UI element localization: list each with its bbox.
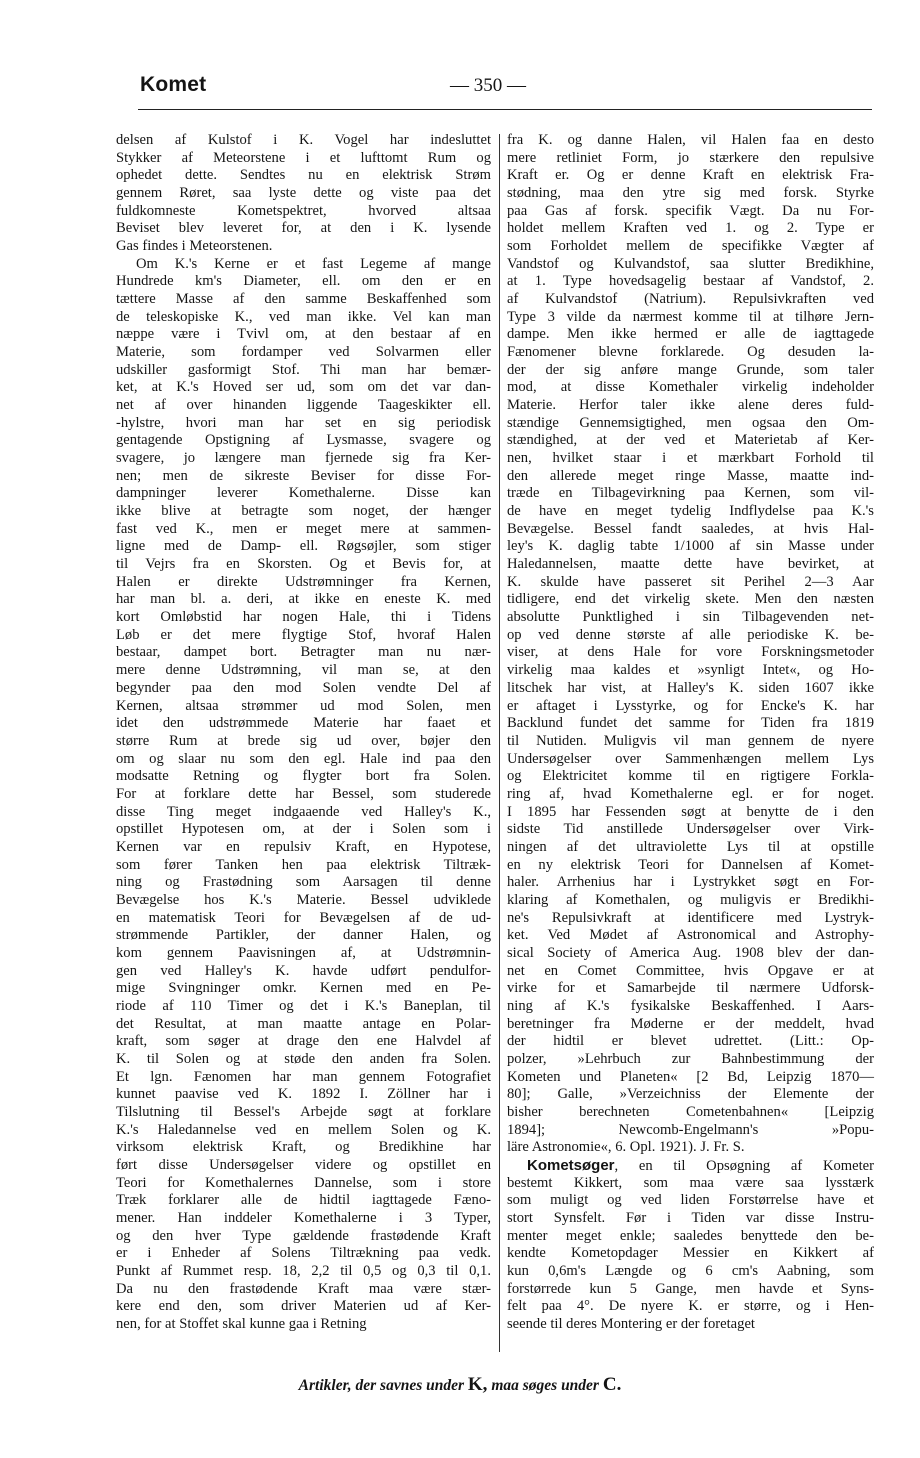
text-line: kraft, som søger at drage den ene Halvdel af xyxy=(116,1033,491,1050)
text-line: absolutte Punktlighed i sin Tilbagevenden net- xyxy=(507,609,874,626)
text-line: haler. Arrhenius har i Lystrykket søgt en For- xyxy=(507,874,874,891)
text-line: modsatte Retning og flygter bort fra Solen. xyxy=(116,768,491,785)
text-line: ning og Frastødning som Aarsagen til denne xyxy=(116,874,491,891)
text-line: ning af K.'s fysikalske Beskaffenhed. I Aars- xyxy=(507,997,874,1014)
text-line: Teori for Komethalernes Dannelse, som i store xyxy=(116,1174,491,1191)
text-line: Materie. Herfor taler ikke alene deres fuld- xyxy=(507,397,874,414)
text-line: gennem Røret, saa lyste dette og viste paa det xyxy=(116,185,491,202)
text-line: ket, at K.'s Hoved ser ud, som om det var dan- xyxy=(116,379,491,396)
text-line: Hundrede km's Diameter, ell. om den er en xyxy=(116,273,491,290)
text-line: Fænomener blevne forklarede. Og desuden la- xyxy=(507,344,874,361)
text-line: Da nu den frastødende Kraft maa være stær- xyxy=(116,1280,491,1297)
running-head-word: Komet xyxy=(140,73,207,96)
text-line: beretninger fra Møderne er der meddelt, hvad xyxy=(507,1015,874,1032)
text-line: dampe. Men ikke hermed er alle de iagttagede xyxy=(507,326,874,343)
text-line: er i Enheder af Solens Tiltrækning paa vedk. xyxy=(116,1245,491,1262)
text-line: Halen er direkte Udstrømninger fra Kernen, xyxy=(116,573,491,590)
text-line: mige Svingninger omkr. Kernen med en Pe- xyxy=(116,980,491,997)
text-line: om og slaar nu som den egl. Hale ind paa den xyxy=(116,750,491,767)
footer-letter-c: C. xyxy=(602,1374,622,1395)
text-line: op ved denne største af alle periodiske K. be- xyxy=(507,626,874,643)
text-line: kere end den, som driver Materien ud af Ker- xyxy=(116,1298,491,1315)
text-line: nen, hvilket staar i et mærkbart Forhold til xyxy=(507,450,874,467)
text-line: läre Astronomie«, 6. Opl. 1921). J. Fr. S. xyxy=(507,1139,745,1156)
text-line: Om K.'s Kerne er et fast Legeme af mange xyxy=(136,255,491,272)
text-line: 1894]; Newcomb-Engelmann's »Popu- xyxy=(507,1121,874,1138)
text-line: sidste Tid anstillede Undersøgelser over Virk- xyxy=(507,821,874,838)
text-line: opstillet Hypotesen om, at der i Solen som i xyxy=(116,821,491,838)
text-line: den allerede meget ringe Masse, maatte ind- xyxy=(507,467,874,484)
text-line: der hidtil er blevet udrettet. (Litt.: Op- xyxy=(507,1033,874,1050)
text-line: Vandstof og Kulvandstof, saa slutter Bredikhine, xyxy=(507,255,874,272)
text-line: riode af 110 Timer og det i K.'s Baneplan, til xyxy=(116,997,491,1014)
text-line: som fører Tanken hen paa elektrisk Tiltræk- xyxy=(116,856,491,873)
text-line: -hylstre, hvori man har set en sig periodisk xyxy=(116,414,491,431)
text-line: idet den udstrømmede Materie har faaet et xyxy=(116,715,491,732)
text-line: virkelig maa kaldes et »synligt Intet«, og Ho- xyxy=(507,662,874,679)
entry-headword: Kometsøger xyxy=(527,1156,615,1174)
text-line: ligne med de Damp- ell. Røgsøjler, som stiger xyxy=(116,538,491,555)
footer-prefix: Artikler, der savnes under xyxy=(298,1377,468,1394)
text-line: kunnet paavise ved K. 1892 I. Zöllner har i xyxy=(116,1086,491,1103)
text-line: mere retliniet Form, jo stærkere den repulsive xyxy=(507,149,874,166)
text-line: som muligt og ved liden Forstørrelse have et xyxy=(507,1192,874,1209)
text-line: ningen af det ultraviolette Lys til at opstille xyxy=(507,838,874,855)
text-line: Et lgn. Fænomen har man gennem Fotografiet xyxy=(116,1068,491,1085)
text-line: en ny elektrisk Teori for Dannelsen af Komet- xyxy=(507,856,874,873)
column-divider xyxy=(499,134,500,1352)
text-line: kort Omløbstid har nogen Hale, thi i Tidens xyxy=(116,609,491,626)
footer-note xyxy=(0,1374,920,1396)
text-line: udskiller gasformigt Stof. Thi man har bemær- xyxy=(116,361,491,378)
text-line: strømmende Partikler, der danner Halen, og xyxy=(116,927,491,944)
text-line: nen; men de sikreste Beviser for disse For- xyxy=(116,467,491,484)
text-line: større Rum at brede sig ud over, bøjer den xyxy=(116,732,491,749)
text-line: gen ved Halley's K. havde udført pendulfor- xyxy=(116,962,491,979)
text-line: Stykker af Meteorstene i et lufttomt Rum og xyxy=(116,149,491,166)
text-line: litschek har vist, at Halley's K. siden 1607 ikke xyxy=(507,679,874,696)
text-line: mod, at disse Komethaler virkelig indeholder xyxy=(507,379,874,396)
text-line: stort Synsfelt. Før i Tiden var disse Instru- xyxy=(507,1209,874,1226)
text-line: ikke blive at betragte som noget, der hænger xyxy=(116,503,491,520)
text-line: Bevægelse. Bessel fandt saaledes, at hvis Hal- xyxy=(507,520,874,537)
text-line: net en Comet Committee, hvis Opgave er at xyxy=(507,962,874,979)
text-line: det Resultat, at man maatte antage en Polar- xyxy=(116,1015,491,1032)
text-line: de teleskopiske K., ved man ikke. Vel kan man xyxy=(116,308,491,325)
text-line: Kometsøger, en til Opsøgning af Kometer xyxy=(527,1156,874,1174)
text-line: til Nutiden. Muligvis vil man gennem de nyere xyxy=(507,732,874,749)
text-line: Kraft er. Og er denne Kraft en elektrisk Fra- xyxy=(507,167,874,184)
text-line: fast ved K., men er meget mere at sammen- xyxy=(116,520,491,537)
footer-middle: maa søges under xyxy=(487,1377,603,1394)
text-line: bestemt Kikkert, som maa være saa lysstærk xyxy=(507,1174,874,1191)
text-line: svagere, jo længere man fjernede sig fra Ker- xyxy=(116,450,491,467)
text-line: Løb er det mere flygtige Stof, hvoraf Halen xyxy=(116,626,491,643)
text-line: ophedet dette. Sendtes nu en elektrisk Strøm xyxy=(116,167,491,184)
text-line: ført disse Undersøgelser videre og opstillet en xyxy=(116,1156,491,1173)
text-line: ley's K. daglig tabte 1/1000 af sin Masse under xyxy=(507,538,874,555)
text-line: Beviset blev leveret for, at den i K. lysende xyxy=(116,220,491,237)
text-line: kun 0,6m's Længde og 6 cm's Aabning, som xyxy=(507,1263,874,1279)
text-line: forstørrede kun 5 Gange, men havde et Syns- xyxy=(507,1280,874,1297)
text-line: virksom elektrisk Kraft, og Bredikhine har xyxy=(116,1139,491,1156)
text-line: mere denne Udstrømning, vil man se, at den xyxy=(116,662,491,679)
text-line: og Elektricitet komme til en rigtigere Forkla- xyxy=(507,768,874,785)
text-line: kom gennem Paavisningen af, at Udstrømnin- xyxy=(116,944,491,961)
text-line: holdet mellem Kraften ved 1. og 2. Type er xyxy=(507,220,874,237)
text-line: er aftaget i Lysstyrke, og for Encke's K. har xyxy=(507,697,874,714)
text-line: fuldkomneste Kometspektret, hvorved altsaa xyxy=(116,202,491,219)
text-line: Punkt af Rummet resp. 18, 2,2 til 0,5 og 0,3 til 0,1. xyxy=(116,1263,491,1279)
text-line: fra K. og danne Halen, vil Halen faa en desto xyxy=(507,132,874,148)
text-line: begynder paa den mod Solen vendte Del af xyxy=(116,679,491,696)
header-rule xyxy=(138,109,872,110)
text-line: sical Society of America Aug. 1908 blev der dan- xyxy=(507,944,874,961)
left-column xyxy=(116,132,491,1334)
text-line: virke for et Samarbejde til nærmere Udforsk- xyxy=(507,980,874,997)
text-line: Bevægelse hos K.'s Materie. Bessel udviklede xyxy=(116,891,491,908)
text-line: som Forholdet mellem de specifikke Vægter af xyxy=(507,238,874,255)
text-line: klaring af Komethalen, og muligvis er Bredikhi- xyxy=(507,891,874,908)
text-line: nen, for at Stoffet skal kunne gaa i Retning xyxy=(116,1316,367,1333)
text-line: bestaar, dampet bort. Betragter man nu nær- xyxy=(116,644,491,661)
text-line: I 1895 har Fessenden søgt at benytte de i den xyxy=(507,803,874,820)
text-line: K. skulde have passeret sit Perihel 2—3 Aar xyxy=(507,573,874,590)
text-line: 80]; Galle, »Verzeichniss der Elemente der xyxy=(507,1086,874,1103)
text-line: Haledannelsen, maatte dette have bevirket, at xyxy=(507,556,874,573)
text-line: Kometen und Planeten« [2 Bd, Leipzig 1870— xyxy=(507,1068,874,1085)
text-line: Kernen, altsaa strømmer ud mod Solen, men xyxy=(116,697,491,714)
text-line: tættere Masse af den samme Beskaffenhed som xyxy=(116,291,491,308)
text-line: og den hver Type gældende frastødende Kraft xyxy=(116,1227,491,1244)
text-line: en matematisk Teori for Bevægelsen af de ud- xyxy=(116,909,491,926)
text-line: gentagende Opstigning af Lysmasse, svagere og xyxy=(116,432,491,449)
text-line: For at forklare dette har Bessel, som studerede xyxy=(116,785,491,802)
text-line: stændige Gennemsigtighed, men ogsaa den Om- xyxy=(507,414,874,431)
text-line: Backlund fundet det samme for Tiden fra 1819 xyxy=(507,715,874,732)
text-line: tidligere, end det virkelig skete. Men den næsten xyxy=(507,591,874,608)
text-line: Undersøgelser over Sammenhængen mellem Lys xyxy=(507,750,874,767)
text-line: de have en meget tydelig Indflydelse paa K.'s xyxy=(507,503,874,520)
text-line: Type 3 vilde da nærmest komme til at tilhøre Jern- xyxy=(507,308,874,325)
text-line: Tilslutning til Bessel's Arbejde søgt at forklare xyxy=(116,1103,491,1120)
text-line: der der sig anføre mange Grunde, som taler xyxy=(507,361,874,378)
right-column xyxy=(507,132,874,1334)
text-line: træde en Tilbagevirkning paa Kernen, som vil- xyxy=(507,485,874,502)
text-line: delsen af Kulstof i K. Vogel har indesluttet xyxy=(116,132,491,148)
text-line: menter meget enkle; saaledes benyttede den be- xyxy=(507,1227,874,1244)
text-line: felt paa 4°. De nyere K. er større, og i Hen- xyxy=(507,1298,874,1315)
text-line: bisher berechneten Cometenbahnen« [Leipzig xyxy=(507,1103,874,1120)
text-line: har man bl. a. deri, at ikke en eneste K. med xyxy=(116,591,491,608)
text-line: mener. Han inddeler Komethalerne i 3 Typer, xyxy=(116,1209,491,1226)
text-line: net af over hinanden liggende Taageskikter ell. xyxy=(116,397,491,414)
text-line: dampninger leverer Komethalerne. Disse kan xyxy=(116,485,491,502)
text-line: næppe være i Tvivl om, at den bestaar af en xyxy=(116,326,491,343)
text-line: K.'s Haledannelse ved en mellem Solen og K. xyxy=(116,1121,491,1138)
text-line: K. til Solen og at støde den anden fra Solen. xyxy=(116,1050,491,1067)
text-line: stødning, maa den ytre sig med forsk. Styrke xyxy=(507,185,874,202)
footer-letter-k: K, xyxy=(467,1374,488,1395)
text-line: disse Ting meget indgaaende ved Halley's K., xyxy=(116,803,491,820)
text-line: paa Gas af forsk. specifik Vægt. Da nu For- xyxy=(507,202,874,219)
text-line: Kernen var en repulsiv Kraft, en Hypotese, xyxy=(116,838,491,855)
text-line: til Vejrs fra en Skorsten. Og et Bevis for, at xyxy=(116,556,491,573)
text-line: kendte Kometopdager Messier en Kikkert af xyxy=(507,1245,874,1262)
text-line: af Kulvandstof (Natrium). Repulsivkraften ved xyxy=(507,291,874,308)
text-line: at 1. Type hovedsagelig bestaar af Vandstof, 2. xyxy=(507,273,874,290)
text-line: ne's Repulsivkraft at identificere med Lystryk- xyxy=(507,909,874,926)
page-number: — 350 — xyxy=(450,75,526,96)
text-line: seende til deres Montering er der foretaget xyxy=(507,1316,755,1333)
text-line: polzer, »Lehrbuch zur Bahnbestimmung der xyxy=(507,1050,874,1067)
text-line: Træk forklarer alle de hidtil iagttagede Fæno- xyxy=(116,1192,491,1209)
text-line: ring af, hvad Komethalerne egl. er for noget. xyxy=(507,785,874,802)
text-line: Gas findes i Meteorstenen. xyxy=(116,238,273,255)
text-line: stændighed, at der ved et Materietab af Ker- xyxy=(507,432,874,449)
text-line: Materie, som fordamper ved Solvarmen eller xyxy=(116,344,491,361)
text-line: viser, at dens Hale for vore Forskningsmetoder xyxy=(507,644,874,661)
text-line: ket. Ved Mødet af Astronomical and Astrophy- xyxy=(507,927,874,944)
